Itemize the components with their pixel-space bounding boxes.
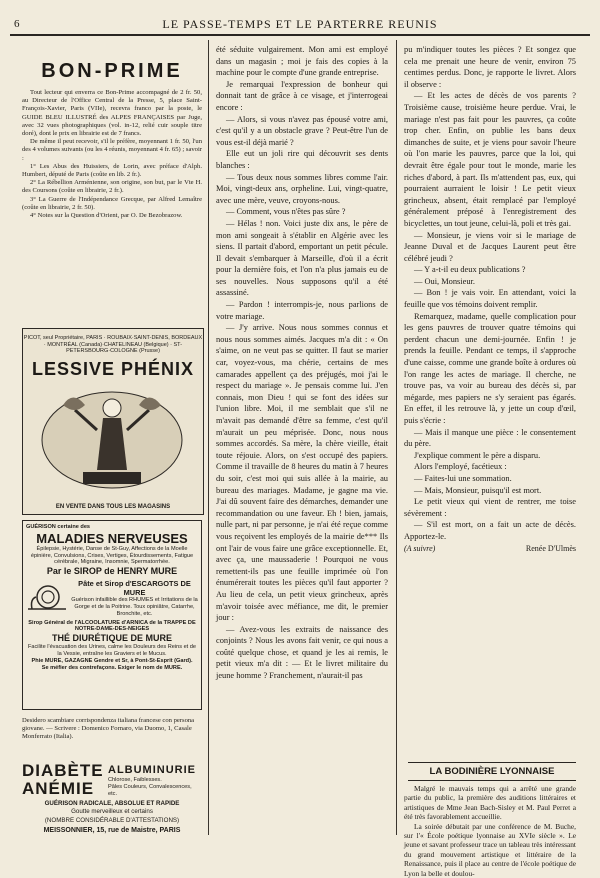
bon-prime-body [22, 89, 202, 220]
story-para: — Alors, si vous n'avez pas épousé votre ami, c'est qu'il y a un obstacle grave ? Peut-être l'un de vous est-il déjà marié ? [216, 114, 388, 147]
story-para: — Tous deux nous sommes libres comme l'air. Moi, vingt-deux ans, orpheline. Lui, vingt-quatre, avec une mère, veuve, croyons-nous. [216, 172, 388, 205]
story-column-2 [216, 44, 388, 836]
lessive-phenix-ad [22, 328, 204, 515]
story-para: — S'il est mort, on a fait un acte de décès. Apportez-le. [404, 520, 576, 541]
story-para: — Y a-t-il eu deux publications ? [414, 265, 526, 275]
alb-line: MEISSONNIER, 15, rue de Maistre, PARIS [43, 827, 181, 834]
story-column-3 [404, 44, 576, 756]
bon-prime-ad [22, 58, 202, 320]
albuminurie-ad [22, 762, 202, 836]
story-para: Alors l'employé, facétieux : [414, 462, 507, 472]
a-suivre: (A suivre) [404, 543, 436, 553]
nerv-diuretique-desc: Facilite l'évacuation des Urines, calme les Douleurs des Reins et de la Vessie, entraîne les Graviers et le Mucus. [27, 644, 197, 657]
story-para: été séduite vulgairement. Mon ami est employé dans un magasin ; moi je fais des copies à la machine pour le compte d'une grande entreprise. [216, 45, 388, 78]
story-para: Je remarquai l'expression de bonheur qui donnait tant de grâce à ce visage, et j'interrogeai encore : [216, 79, 388, 112]
alb-items [108, 777, 202, 798]
alb-line: GUÉRISON RADICALE, ABSOLUE ET RAPIDE [44, 800, 180, 807]
nerv-warning: Se méfier des contrefaçons. Exiger le nom de MURE. [41, 664, 183, 671]
alb-big-text [22, 762, 104, 798]
story-para: pu m'indiquer toutes les pièces ? Et songez que cela me prenait une heure de venir, environ 75 centimes perdus. Donc, je rapporte le livret. Alors il observe : [404, 45, 576, 89]
nerv-title: MALADIES NERVEUSES [36, 530, 188, 546]
bon-prime-title: BON-PRIME [41, 60, 183, 82]
story-para: Le petit vieux qui vient de rentrer, me toise sévèrement : [404, 497, 576, 518]
column-divider [396, 40, 397, 835]
story-para: — Mais, Monsieur, puisqu'il est mort. [414, 485, 542, 495]
bodiniere-column [404, 784, 576, 878]
story-para: Elle eut un joli rire qui découvrit ses dents blanches : [216, 149, 388, 170]
alb-anemie: ANÉMIE [22, 779, 95, 798]
alb-diabete: DIABÈTE [22, 761, 104, 780]
phenix-illustration-icon [23, 380, 201, 495]
maladies-nerveuses-ad [22, 520, 202, 710]
bon-prime-para: 4° Notes sur la Question d'Orient, par O. De Bezobrazow. [30, 212, 183, 220]
story-para: — Pardon ! interrompis-je, nous parlions de votre mariage. [216, 300, 388, 321]
story-para: Remarquez, madame, quelle complication pour les gens pauvres de trouver quatre témoins qui perdent chacun une demi-journée. Enfin ! je prends la feuille. Pendant ce temps, il s'approche d'une caisse, comme une grande boîte à ordures où l'on range les actes de mariage. Il cherche, ne trouve pas, va voir au bureau des décès si, par mégarde, mes papiers ne s'y seraient pas égarés. En effet, il les retrouve là, y jette un coup d'œil, puis s'écrie : [404, 311, 576, 425]
bon-prime-para: 3° La Guerre de l'Indépendance Grecque, par Alfred Lemaître (coûte en librairie, 2 fr. 50). [22, 195, 202, 211]
nerv-arnica: Sirop Général de l'ALCOOLATURE d'ARNICA de la TRAPPE DE NOTRE-DAME-DES-NEIGES [28, 619, 196, 633]
alb-line: (NOMBRE CONSIDÉRABLE D'ATTESTATIONS) [44, 817, 180, 824]
nerv-diuretique: THÉ DIURÉTIQUE DE MURE [51, 633, 172, 644]
page-number: 6 [14, 18, 20, 30]
phenix-address: PICOT, seul Propriétaire, PARIS · ROUBAIX·SAINT-DENIS, BORDEAUX · MONTRÉAL (Canada)·CHATELINEAU (Belgique) · ST-PETERSBOURG·COLOGNE (Prusse) [23, 335, 203, 354]
nerv-symptoms: Épilepsie, Hystérie, Danse de St-Guy, Affections de la Moelle épinière, Convulsions, Crises, Vertiges, Étourdissements, Fatigue cérébrale, Migraine, Insomnie, Spermatorrhée. [30, 545, 194, 566]
phenix-tagline: EN VENTE DANS TOUS LES MAGASINS [55, 504, 171, 510]
bon-prime-para: De même il peut recevoir, s'il le préfère, moyennant 1 fr. 50, l'un des 4 volumes suivants (ou les 4 réunis, moyennant 4 fr. 65) ; savoir : [22, 138, 202, 162]
story-para: — Monsieur, je viens voir si le mariage de Jeanne Duval et de Jacques Laurent peut être célébré jeudi ? [404, 230, 576, 263]
phenix-name: LESSIVE PHÉNIX [31, 358, 195, 379]
bon-prime-para: 2° La Rébellion Arménienne, son origine, son but, par le Vte H. des Coursons (coûte en librairie, 2 fr.). [22, 179, 202, 195]
story-para: — Faites-lui une sommation. [414, 473, 512, 483]
story-para: — Avez-vous les extraits de naissance des conjoints ? Nous les avons fait venir, ce qui nous a coûté quelque chose, et quand je les ai remis, le petit vieux m'a dit : — Et le livret militaire du jeune homme ? Franchement, n'aurait-il pas [216, 624, 388, 681]
story-para: — Mais il manque une pièce : le consentement du père. [404, 427, 576, 449]
alb-item: Pâles Couleurs, Convalescences, etc. [108, 784, 192, 797]
story-para: J'explique comment le père a disparu. [414, 450, 541, 460]
story-para: — Comment, vous n'êtes pas sûre ? [226, 207, 346, 217]
bodiniere-para: Malgré le mauvais temps qui a arrêté une grande partie du public, la première des auditions littéraires et artistiques de Mme Jean Bach-Sisley et M. Paul Perret a été très favorablement accueillie. [404, 784, 576, 822]
story-signature [404, 543, 576, 555]
author: Renée D'Ulmès [525, 543, 576, 553]
alb-item: Chlorose, Faiblesses. [108, 777, 162, 783]
nerv-remedy: Par le SIROP de HENRY MURE [46, 566, 178, 577]
bon-prime-para: 1° Les Abus des Huissiers, de Lorin, avec préface d'Alph. Humbert, député de Paris (coûte en lib. 2 fr.). [22, 162, 202, 179]
italian-notice: Desidero scambiare corrispondenza italiana francese con persona giovane. — Scrivere : Domenico Fornaro, via Duomo, 1, Casale Monferrato (Italia). [22, 717, 195, 740]
bodiniere-para: La soirée débutait par une conférence de M. Buche, sur l'« École poétique lyonnaise au XVIe siècle ». Le jeune et savant professeur trace un tableau très intéressant du grand mouvement artistique et littéraire de la Renaissance, puis il place au centre de l'école poétique de Lyon la belle et doulou- [404, 821, 576, 878]
story-para: — J'y arrive. Nous nous sommes connus et nous nous sommes aimés. Jacques m'a dit : « On s'aime, on ne veut pas se quitter. Il faut se marier car, voyez-vous, ma chérie, certains de mes camarades appellent ça des préjugés, moi j'ai le respect du mariage ». Je pensais comme lui. J'en connais, mon Dieu ! qui se font des idées sur l'union libre. Moi, il me semblait que s'il ne m'avait pas demandé d'être sa femme, c'est qu'il m'aurait un peu méprisée. Donc, nous nous sommes accordés. Sa mère, la chère vieille, était toute réjouie. Alors, on s'est occupé des papiers. Comme il travaille de 8 heures du matin à 7 heures du soir, c'est moi qui suis allée à la mairie, au bureau des mariages. Madame, je gagne ma vie. J'ai dû souvent faire des démarches, demander une recommandation ou une faveur. Eh ! bien, jamais, nulle part, ni par personne, je n'ai été reçue comme vous reçoivent les employés de la mairie de*** Ils ont l'air de vous faire une grâce exceptionnelle. Et, avec ça, une maussaderie ! Pourquoi ne vous remettent-ils pas une feuille imprimée où l'on énumérerait toutes les pièces qu'il faut apporter ? Au lieu de cela, un petit vieux grincheux, après m'avoir toisée avec méfiance, me dit, le premier jour : [216, 323, 388, 623]
bon-prime-para: Tout lecteur qui enverra ce Bon-Prime accompagné de 2 fr. 50, au Directeur de l'Office Central de la Presse, 5, place Saint-François-Xavier, Paris (VIIe), recevra franco par la poste, le GUIDE BLEU ILLUSTRÉ des ALPES FRANÇAISES par Juge, avec 32 vues photographiques (vol. in-12, relié cuir souple titre doré), dont le prix en librairie est de 7 francs. [22, 89, 202, 138]
snail-icon [26, 583, 68, 613]
story-para: — Et les actes de décès de vos parents ? Troisième cause, troisième heure perdue. Vrai, le mariage n'est pas fait pour les pauvres, ça coûte trop cher. Enfin, on publie les bans deux dimanches de suite, et je viens pour savoir l'heure où l'on marie les pauvres, parce que la loi, qui devrait être égale pour tout le monde, marie les riches d'abord, à part. Ils m'attendent pas, eux, qui pourraient aurraient le loisir ! Le petit vieux grincheux, absent, était remplacé par l'employé généralement préposé à l'enregistrement des bicyclettes, un tout jeune, celui-là, poli et très gai. [404, 91, 576, 228]
story-para: — Hélas ! non. Voici juste dix ans, le père de mon ami songeait à s'établir en Algérie avec les siens. Il partait d'abord, emportant un petit pécule. Il devait s'embarquer à Marseille, d'où il a écrit pour la dernière fois, et l'on n'a plus jamais eu de ses nouvelles. Nous supposons qu'il a été assassiné. [216, 218, 388, 298]
page-header [10, 12, 590, 36]
alb-title: ALBUMINURIE [108, 764, 196, 776]
story-para: — Bon ! je vais voir. En attendant, voici la feuille que vos témoins doivent remplir. [404, 288, 576, 310]
story-para: — Oui, Monsieur. [414, 276, 475, 286]
nerv-intro: GUÉRISON certaine des [26, 524, 91, 530]
bodiniere-heading: LA BODINIÈRE LYONNAISE [408, 762, 576, 781]
running-title: LE PASSE-TEMPS ET LE PARTERRE REUNIS [162, 17, 438, 31]
nerv-snail-desc: Guérison infaillible des RHUMES et Irritations de la Gorge et de la Poitrine. Toux opiniâtre, Catarrhe, Bronchite, etc. [71, 597, 198, 617]
alb-line: Goutte merveilleux et certains [71, 808, 153, 815]
nerv-snail: Pâte et Sirop d'ESCARGOTS DE MURE [78, 579, 191, 598]
column-divider [208, 40, 209, 835]
nerv-maker: Phie MURE, GAZAGNE Gendre et Sr, à Pont-St-Esprit (Gard). [31, 657, 193, 664]
